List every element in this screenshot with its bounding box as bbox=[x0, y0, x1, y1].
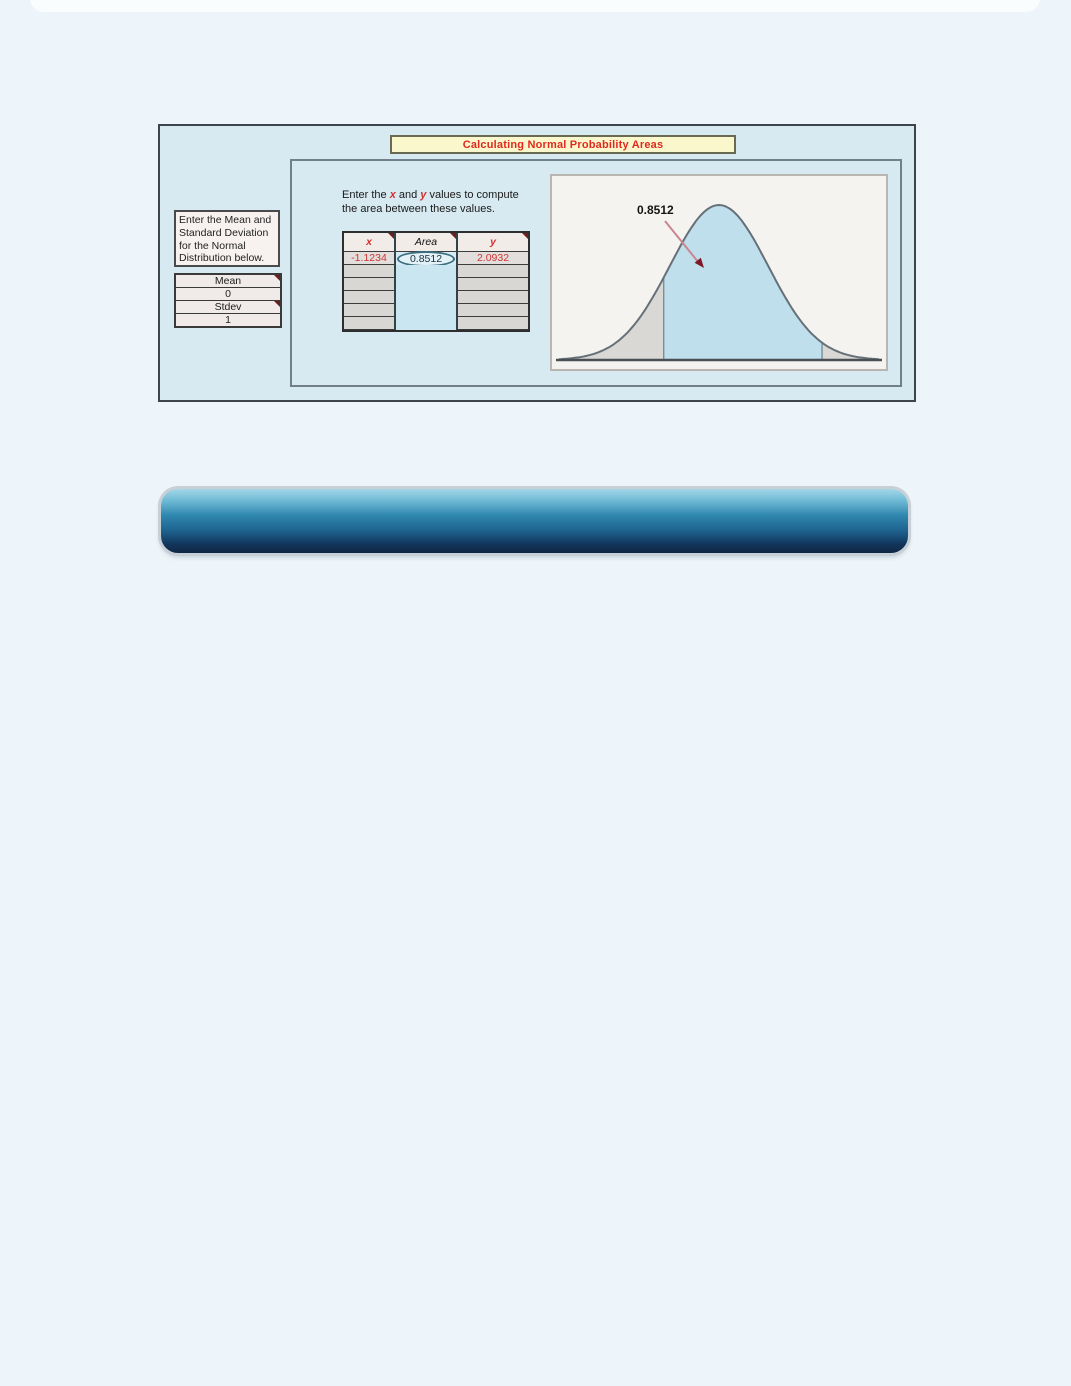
column-header-x bbox=[344, 233, 396, 252]
header-y-label: y bbox=[490, 236, 496, 248]
y-value-cell[interactable]: 2.0932 bbox=[458, 252, 528, 265]
y-value-cell[interactable] bbox=[458, 304, 528, 317]
x-value-cell[interactable] bbox=[344, 265, 396, 278]
stdev-label: Stdev bbox=[214, 301, 242, 313]
glossy-blue-bar bbox=[161, 489, 908, 553]
mean-label: Mean bbox=[214, 275, 242, 287]
y-value-cell[interactable] bbox=[458, 278, 528, 291]
column-header-y bbox=[458, 233, 528, 252]
y-value-cell[interactable] bbox=[458, 265, 528, 278]
worksheet-title-banner bbox=[390, 135, 736, 154]
stdev-value-cell[interactable]: 1 bbox=[176, 314, 280, 326]
y-value-cell[interactable] bbox=[458, 317, 528, 330]
mean-header-cell bbox=[176, 275, 280, 288]
mean-stdev-table bbox=[174, 273, 282, 328]
area-annotation: 0.8512 bbox=[637, 203, 674, 217]
normal-curve-svg bbox=[552, 176, 886, 369]
cell-note-corner-icon bbox=[274, 275, 280, 281]
x-value-cell[interactable] bbox=[344, 304, 396, 317]
instruction-text: Enter the bbox=[342, 189, 390, 201]
xy-area-table bbox=[342, 231, 530, 332]
header-area-label: Area bbox=[414, 236, 438, 248]
column-header-area bbox=[396, 233, 458, 252]
worksheet-figure bbox=[158, 124, 916, 402]
area-value-cell bbox=[396, 252, 458, 265]
area-value-cell bbox=[396, 317, 458, 330]
xy-instructions bbox=[342, 188, 552, 216]
stdev-header-cell bbox=[176, 301, 280, 314]
y-value-cell[interactable] bbox=[458, 291, 528, 304]
instruction-text: and bbox=[395, 189, 421, 201]
calculator-panel bbox=[290, 159, 902, 387]
mean-stdev-note: Enter the Mean and Standard Deviation for the Normal Distribution below. bbox=[174, 210, 280, 267]
x-value-cell[interactable] bbox=[344, 291, 396, 304]
cell-note-corner-icon bbox=[450, 233, 456, 239]
instruction-text: the area between these values. bbox=[342, 203, 495, 215]
header-x-label: x bbox=[366, 236, 372, 248]
instruction-text: values to compute bbox=[426, 189, 519, 201]
cell-note-corner-icon bbox=[522, 233, 528, 239]
area-value-cell bbox=[396, 291, 458, 304]
area-value-highlight: 0.8512 bbox=[397, 251, 455, 267]
x-value-cell[interactable] bbox=[344, 317, 396, 330]
cell-note-corner-icon bbox=[274, 301, 280, 307]
mean-value-cell[interactable]: 0 bbox=[176, 288, 280, 301]
x-value-cell[interactable]: -1.1234 bbox=[344, 252, 396, 265]
worksheet-title: Calculating Normal Probability Areas bbox=[462, 138, 664, 151]
x-variable: x bbox=[389, 189, 396, 201]
area-value-cell bbox=[396, 304, 458, 317]
x-value-cell[interactable] bbox=[344, 278, 396, 291]
area-value-cell bbox=[396, 278, 458, 291]
area-value-cell bbox=[396, 265, 458, 278]
normal-curve-chart bbox=[550, 174, 888, 371]
cell-note-corner-icon bbox=[388, 233, 394, 239]
y-variable: y bbox=[420, 189, 427, 201]
page-top-edge bbox=[30, 0, 1040, 12]
